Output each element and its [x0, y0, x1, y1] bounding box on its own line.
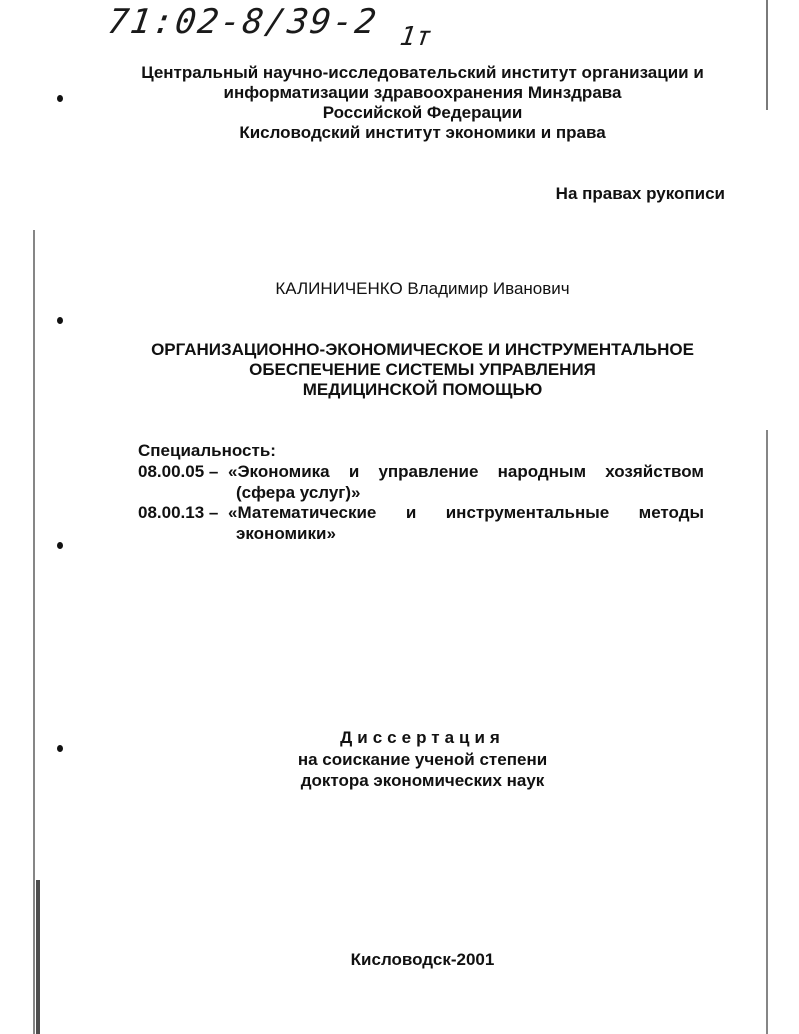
specialty-name-1-continuation: (сфера услуг)» — [236, 483, 361, 502]
scan-edge-shadow-left — [36, 880, 40, 1034]
specialty-label: Специальность: — [138, 441, 276, 460]
binding-hole-dot — [57, 745, 63, 752]
scan-edge-line-right — [766, 430, 768, 1034]
dissertation-degree-line-2: доктора экономических наук — [300, 771, 545, 790]
specialty-name-1: «Экономика и управление народным хозяйством — [228, 462, 704, 481]
institution-line-2: информатизации здравоохранения Минздрава — [223, 83, 622, 102]
manuscript-note: На правах рукописи — [555, 184, 725, 203]
specialty-name-2: «Математические и инструментальные методы — [228, 503, 704, 522]
dissertation-heading: Диссертация — [340, 728, 505, 747]
institution-line-3: Российской Федерации — [322, 103, 523, 122]
handwritten-note: 1т — [397, 22, 434, 52]
title-line-3: МЕДИЦИНСКОЙ ПОМОЩЬЮ — [302, 380, 543, 399]
dissertation-degree-line-1: на соискание ученой степени — [297, 750, 548, 769]
scan-edge-line-right-top — [766, 0, 768, 110]
author-name: КАЛИНИЧЕНКО Владимир Иванович — [275, 279, 570, 298]
specialty-code-1: 08.00.05 – — [138, 462, 219, 481]
title-line-2: ОБЕСПЕЧЕНИЕ СИСТЕМЫ УПРАВЛЕНИЯ — [249, 360, 596, 379]
title-line-1: ОРГАНИЗАЦИОННО-ЭКОНОМИЧЕСКОЕ И ИНСТРУМЕНТАЛЬНОЕ — [151, 340, 694, 359]
specialty-name-2-continuation: экономики» — [236, 524, 336, 543]
scan-edge-line-left — [33, 230, 35, 1034]
city-year: Кисловодск-2001 — [350, 950, 495, 969]
binding-hole-dot — [57, 542, 63, 549]
institution-line-4: Кисловодский институт экономики и права — [239, 123, 606, 142]
specialty-code-2: 08.00.13 – — [138, 503, 219, 522]
binding-hole-dot — [57, 317, 63, 324]
institution-line-1: Центральный научно-исследовательский институт организации и — [141, 63, 704, 82]
binding-hole-dot — [57, 95, 63, 102]
handwritten-archive-number: 71:02-8/39-2 — [105, 2, 381, 42]
